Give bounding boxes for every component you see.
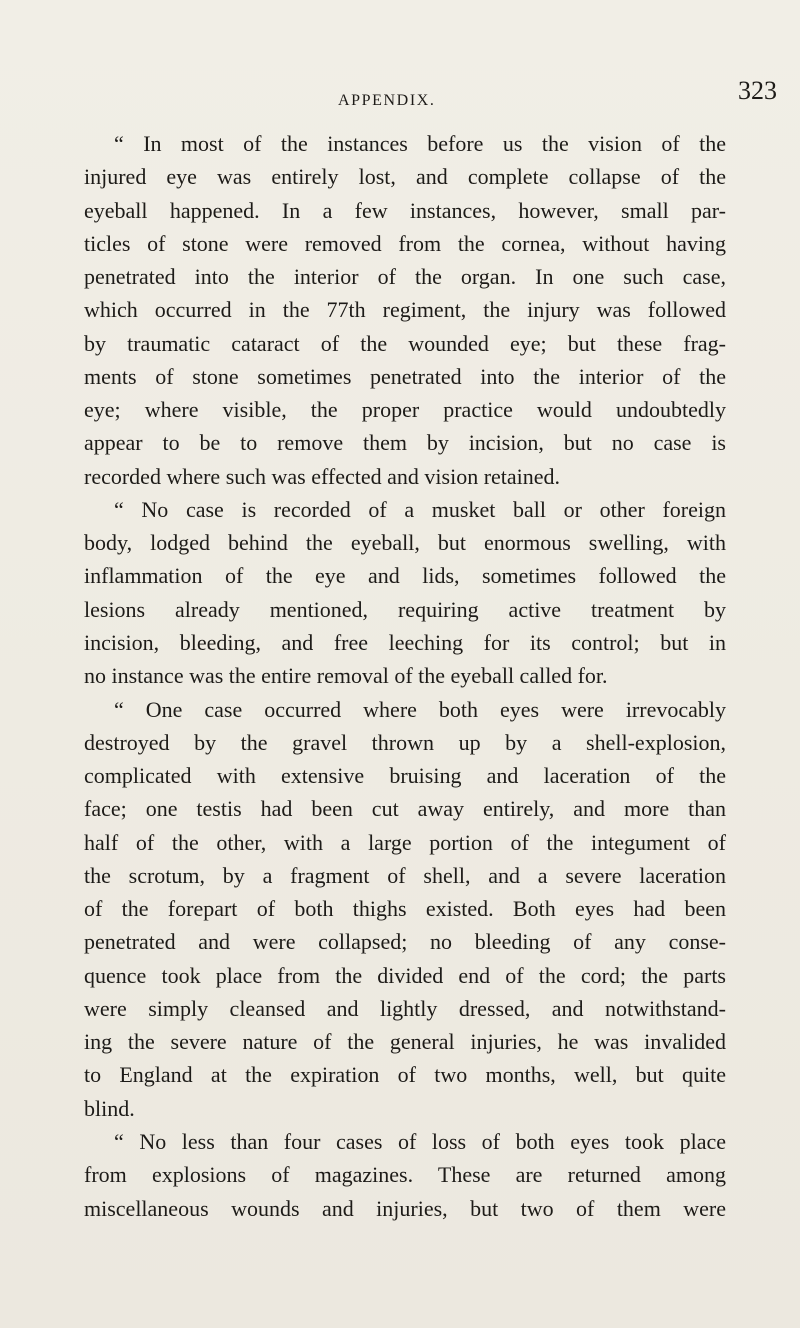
- text-line: ticles of stone were removed from the cornea, without having: [84, 230, 726, 256]
- running-head: APPENDIX.: [338, 92, 436, 109]
- text-line: no instance was the entire removal of the eyeball called for.: [84, 663, 608, 689]
- text-line: injured eye was entirely lost, and complete collapse of the: [84, 164, 726, 190]
- text-line: “ No less than four cases of loss of both eyes took place: [114, 1128, 726, 1154]
- text-line: which occurred in the 77th regiment, the injury was followed: [84, 297, 726, 323]
- text-line: face; one testis had been cut away entirely, and more than: [84, 796, 726, 822]
- text-line: inflammation of the eye and lids, sometimes followed the: [84, 563, 726, 589]
- text-line: appear to be to remove them by incision, but no case is: [84, 430, 726, 456]
- text-line: recorded where such was effected and vision retained.: [84, 463, 561, 489]
- text-line: ing the severe nature of the general injuries, he was invalided: [84, 1029, 726, 1055]
- text-line: “ One case occurred where both eyes were irrevocably: [114, 696, 726, 722]
- text-line: miscellaneous wounds and injuries, but two of them were: [84, 1195, 726, 1221]
- body-text: [84, 127, 726, 1225]
- text-line: incision, bleeding, and free leeching for its control; but in: [84, 629, 726, 655]
- text-line: from explosions of magazines. These are returned among: [84, 1162, 726, 1188]
- text-line: lesions already mentioned, requiring active treatment by: [84, 596, 726, 622]
- text-line: eyeball happened. In a few instances, however, small par-: [84, 197, 726, 223]
- text-line: body, lodged behind the eyeball, but enormous swelling, with: [84, 530, 726, 556]
- text-line: blind.: [84, 1095, 135, 1121]
- text-line: of the forepart of both thighs existed. Both eyes had been: [84, 896, 726, 922]
- text-line: complicated with extensive bruising and laceration of the: [84, 763, 726, 789]
- text-line: quence took place from the divided end of the cord; the parts: [84, 962, 726, 988]
- text-line: destroyed by the gravel thrown up by a shell-explosion,: [84, 729, 726, 755]
- text-line: “ No case is recorded of a musket ball or other foreign: [114, 496, 726, 522]
- text-line: the scrotum, by a fragment of shell, and a severe laceration: [84, 862, 726, 888]
- text-line: to England at the expiration of two months, well, but quite: [84, 1062, 726, 1088]
- text-line: eye; where visible, the proper practice would undoubtedly: [84, 397, 726, 423]
- text-line: penetrated and were collapsed; no bleeding of any conse-: [84, 929, 726, 955]
- text-line: by traumatic cataract of the wounded eye; but these frag-: [84, 330, 726, 356]
- text-line: penetrated into the interior of the organ. In one such case,: [84, 264, 726, 290]
- text-line: were simply cleansed and lightly dressed, and notwithstand-: [84, 995, 726, 1021]
- text-line: half of the other, with a large portion of the integument of: [84, 829, 726, 855]
- text-line: ments of stone sometimes penetrated into the interior of the: [84, 363, 726, 389]
- text-line: “ In most of the instances before us the vision of the: [114, 131, 726, 156]
- page-number: 323: [738, 76, 777, 105]
